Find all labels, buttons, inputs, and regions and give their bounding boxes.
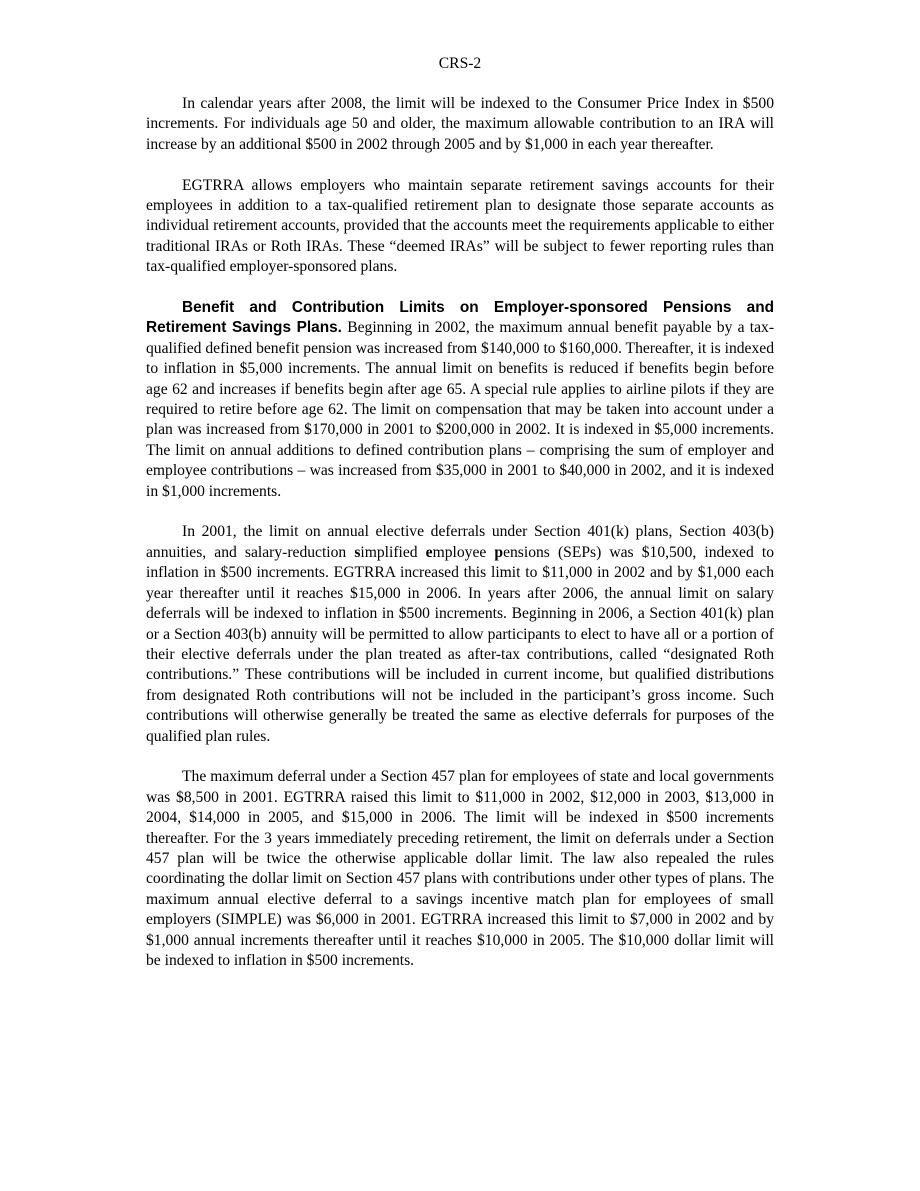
paragraph-deemed-iras: EGTRRA allows employers who maintain separate retirement savings accounts for their employees in addition to a tax-qualified retirement plan to designate those separate accounts as individual retirement accounts, provided that the accounts meet the requirements applicable to either traditional IRAs or Roth IRAs. These “deemed IRAs” will be subject to fewer reporting rules than tax-qualified employer-sponsored plans. — [146, 176, 774, 276]
paragraph-benefit-limits — [146, 298, 774, 502]
paragraph-text-part: ensions (SEPs) was $10,500, indexed to inflation in $500 increments. EGTRRA increased this limit to $11,000 in 2002 and by $1,000 each year thereafter until it reaches $15,000 in 2006. In years after 2006, the annual limit on salary deferrals will be indexed to inflation in $500 increments. Beginning in 2006, a Section 401(k) plan or a Section 403(b) annuity will be permitted to allow participants to elect to have all or a portion of their elective deferrals under the plan treated as after-tax contributions, called “designated Roth contributions.” These contributions will be included in current income, but qualified distributions from designated Roth contributions will not be included in the participant’s gross income. Such contributions will otherwise generally be treated the same as elective deferrals for purposes of the qualified plan rules. — [146, 543, 774, 745]
bold-letter-p: p — [494, 543, 504, 561]
paragraph-benefit-limits-text: Beginning in 2002, the maximum annual benefit payable by a tax-qualified defined benefit pension was increased from $140,000 to $160,000. Thereafter, it is indexed to inflation in $5,000 increments. The annual limit on benefits is reduced if benefits begin before age 62 and increases if benefits begin after age 65. A special rule applies to airline pilots if they are required to retire before age 62. The limit on compensation that may be taken into account under a plan was increased from $170,000 in 2001 to $200,000 in 2002. It is indexed in $5,000 increments. The limit on annual additions to defined contribution plans – comprising the sum of employer and employee contributions – was increased from $35,000 in 2001 to $40,000 in 2002, and it is indexed in $1,000 increments. — [146, 319, 775, 500]
paragraph-section-457: The maximum deferral under a Section 457 plan for employees of state and local governments was $8,500 in 2001. EGTRRA raised this limit to $11,000 in 2002, $12,000 in 2003, $13,000 in 2004, $14,000 in 2005, and $15,000 in 2006. The limit will be indexed in $500 increments thereafter. For the 3 years immediately preceding retirement, the limit on deferrals under a Section 457 plan will be twice the otherwise applicable dollar limit. The law also repealed the rules coordinating the dollar limit on Section 457 plans with contributions under other types of plans. The maximum annual elective deferral to a savings incentive match plan for employees of small employers (SIMPLE) was $6,000 in 2001. EGTRRA increased this limit to $7,000 in 2002 and by $1,000 annual increments thereafter until it reaches $10,000 in 2005. The $10,000 dollar limit will be indexed to inflation in $500 increments. — [146, 768, 774, 969]
paragraph-text-part: mployee — [432, 543, 495, 561]
paragraph-text-part: implified — [360, 543, 426, 561]
paragraph-text-part: In 2001, the limit on annual elective deferrals under Section 401(k) plans, Section 403(b) annuities, and salary-reduction — [146, 523, 774, 561]
paragraph-ira-indexing: In calendar years after 2008, the limit will be indexed to the Consumer Price Index in $500 increments. For individuals age 50 and older, the maximum allowable contribution to an IRA will increase by an additional $500 in 2002 through 2005 and by $1,000 in each year thereafter. — [146, 95, 774, 153]
section-heading: Benefit and Contribution Limits on Employer-sponsored Pensions and Retirement Savings Plans. — [146, 299, 774, 337]
document-page — [146, 54, 774, 992]
bold-letter-s: s — [354, 543, 361, 561]
page-header-label: CRS-2 — [438, 55, 482, 72]
paragraph-elective-deferrals — [146, 522, 774, 746]
bold-letter-e: e — [425, 543, 433, 561]
